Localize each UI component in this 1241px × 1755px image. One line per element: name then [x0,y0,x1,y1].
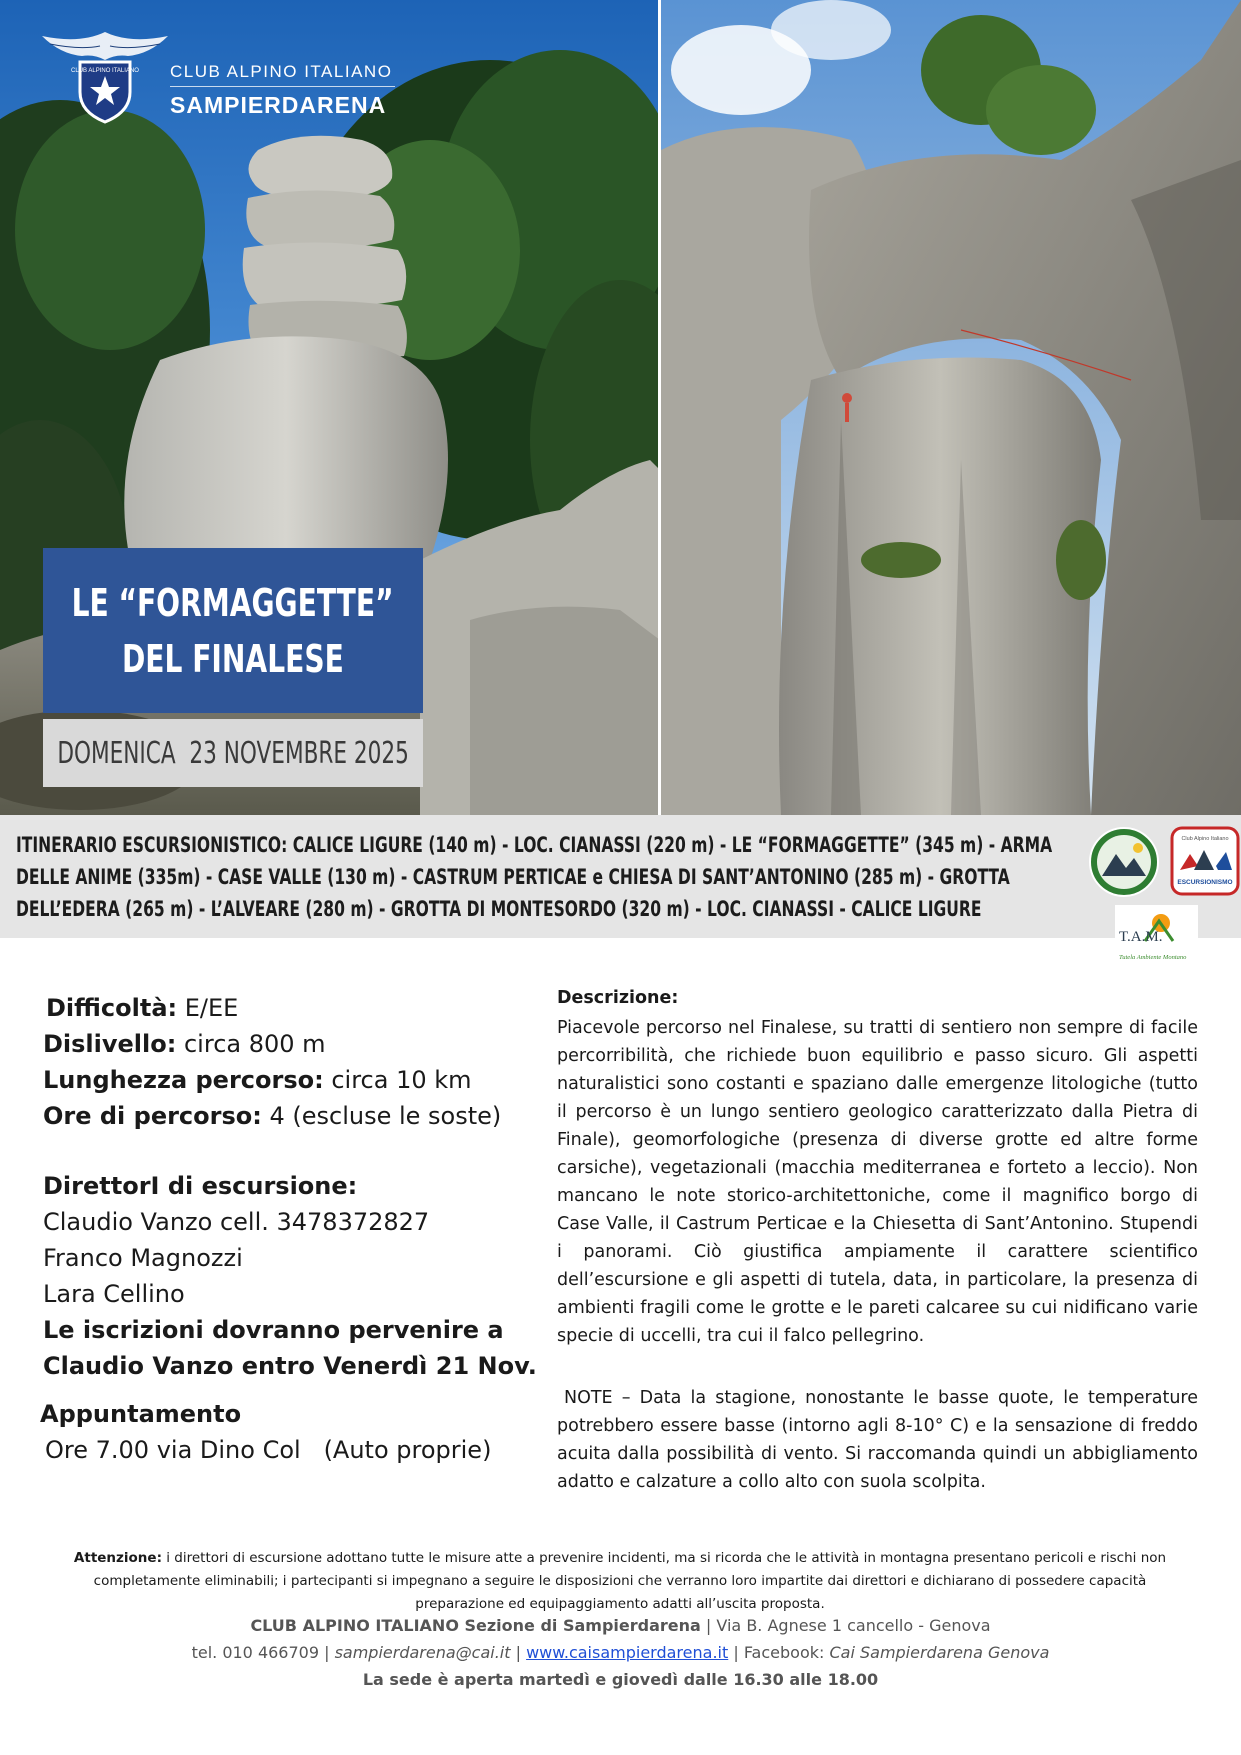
footer-facebook-prefix: | Facebook: [728,1643,830,1662]
section-name: SAMPIERDARENA [170,92,387,118]
event-date: DOMENICA 23 NOVEMBRE 2025 [57,735,409,771]
duration-value: 4 (escluse le soste) [261,1102,502,1130]
elevation-value: circa 800 m [176,1030,326,1058]
badge-square-line2: ESCURSIONISMO [1177,879,1233,886]
event-title-line-2: DEL FINALESE [122,636,344,681]
footer [0,1612,1241,1693]
footer-website-link[interactable]: www.caisampierdarena.it [526,1643,729,1662]
meeting-value: Ore 7.00 via Dino Col (Auto proprie) [45,1436,492,1464]
meeting-heading: Appuntamento [40,1400,242,1428]
description-heading: Descrizione: [557,988,679,1008]
footer-org: CLUB ALPINO ITALIANO Sezione di Sampierdarena [250,1616,701,1635]
footer-phone: tel. 010 466709 | [191,1643,335,1662]
geology-group-badge-icon [1088,826,1160,898]
footer-contact-line [0,1639,1241,1666]
logo-text: CLUB ALPINO ITALIANO [71,68,139,74]
length-value: circa 10 km [323,1066,472,1094]
itinerary-text: ITINERARIO ESCURSIONISTICO: CALICE LIGURE (140 m) - LOC. CIANASSI (220 m) - LE “FORMAGGETTE” (345 m) - ARMA DELLE ANIME (335m) - CASE VALLE (130 m) - CASTRUM PERTICAE e CHIESA DI SANT’ANTONINO (285 m) - GROTTA DELL’EDERA (265 m) - L’ALVEARE (280 m) - GROTTA DI MONTESORDO (320 m) - LOC. CIANASSI - CALICE LIGURE [16,833,1053,921]
event-title-box [43,548,423,713]
footer-facebook: Cai Sampierdarena Genova [829,1643,1050,1662]
length-label: Lunghezza percorso: [43,1066,324,1094]
difficulty-label: Difficoltà: [46,994,178,1022]
duration-row [43,1102,501,1130]
director-1: Claudio Vanzo cell. 3478372827 [43,1208,430,1236]
warning-notice [60,1547,1180,1616]
footer-address-line [0,1612,1241,1639]
length-row [43,1066,472,1094]
elevation-row [43,1030,326,1058]
escursionismo-badge-icon [1170,826,1240,896]
tam-label: T.A.M. [1119,929,1163,945]
footer-email-link[interactable]: sampierdarena@cai.it [334,1643,511,1662]
header-rule [170,86,395,87]
registration-line-2: Claudio Vanzo entro Venerdì 21 Nov. [43,1352,537,1380]
event-title-line-1: LE “FORMAGGETTE” [72,580,394,625]
director-3: Lara Cellino [43,1280,185,1308]
tam-badge-icon [1115,905,1198,967]
itinerary-band [0,815,1241,938]
elevation-label: Dislivello: [43,1030,177,1058]
description-body: Piacevole percorso nel Finalese, su tratti di sentiero non sempre di facile percorribilità, che richiede buon equilibrio e passo sicuro. Gli aspetti naturalistici sono costanti e spaziano dalle emergenze litologiche (tutto il percorso è un lungo sentiero geologico caratterizzato dalla Pietra di Finale), geomorfologiche (presenza di diverse grotte ed altre forme carsiche), vegetazionali (macchia mediterranea e forteto a leccio). Non mancano le note storico-architettoniche, come il magnifico borgo di Case Valle, il Castrum Perticae e la Chiesetta di Sant’Antonino. Stupendi i panorami. Ciò giustifica ampiamente il carattere scientifico dell’escursione e gli aspetti di tutela, data, in particolare, la presenza di ambienti fragili come le grotte e le pareti calcaree su cui nidificano varie specie di uccelli, tra cui il falco pellegrino. [557,1018,1198,1346]
org-name: CLUB ALPINO ITALIANO [170,62,393,81]
event-date-box [43,719,423,787]
hero-photos [0,0,1241,815]
difficulty-value: E/EE [177,994,239,1022]
badge-square-line1: Club Alpino Italiano [1181,836,1229,842]
footer-opening-hours: La sede è aperta martedì e giovedì dalle 16.30 alle 18.00 [362,1670,879,1689]
rock-arch-photo [661,0,1241,815]
tam-sub: Tutela Ambiente Montano [1119,954,1187,961]
footer-address: | Via B. Agnese 1 cancello - Genova [700,1616,991,1635]
warning-label: Attenzione: [73,1550,162,1566]
description-note: NOTE – Data la stagione, nonostante le basse quote, le temperature potrebbero essere basse (intorno agli 8-10° C) e la sensazione di freddo acuita dalla possibilità di vento. Si raccomanda quindi un abbigliamento adatto e calzature a collo alto con suola scolpita. [557,1388,1198,1492]
cai-eagle-logo-icon [40,24,170,124]
warning-text: i direttori di escursione adottano tutte le misure atte a prevenire incidenti, ma si ricorda che le attività in montagna presentano pericoli e rischi non completamente eliminabili; i partecipanti si impegnano a seguire le disposizioni che verranno loro impartite dai direttori e dichiarano di possedere capacità preparazione ed equipaggiamento adatti all’uscita proposta. [93,1550,1167,1612]
directors-heading: DirettorI di escursione: [43,1172,358,1200]
duration-label: Ore di percorso: [43,1102,262,1130]
difficulty-row [46,994,238,1022]
footer-separator: | [510,1643,527,1662]
registration-line-1: Le iscrizioni dovranno pervenire a [43,1316,504,1344]
director-2: Franco Magnozzi [43,1244,243,1272]
